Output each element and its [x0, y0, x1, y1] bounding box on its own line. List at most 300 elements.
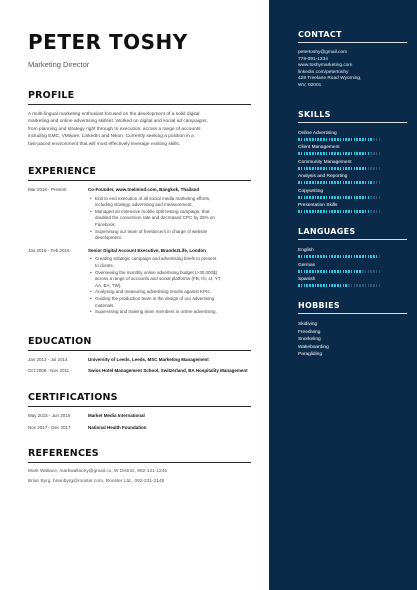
rating-segment — [312, 181, 314, 184]
rating-segment — [298, 284, 300, 287]
rating-segment — [365, 138, 367, 141]
rating-bar — [298, 181, 407, 184]
skills-label: Copywriting — [298, 188, 324, 194]
rating-segment — [348, 270, 350, 273]
rating-segment — [334, 255, 336, 258]
rating-segment — [351, 270, 353, 273]
rating-segment — [373, 152, 375, 155]
rating-segment — [354, 196, 356, 199]
rating-segment — [326, 255, 328, 258]
rating-segment — [309, 284, 311, 287]
rating-segment — [301, 196, 303, 199]
rating-segment — [376, 138, 378, 141]
bullet-item: • Supervising and training team members in online advertising. — [88, 309, 251, 316]
rating-segment — [317, 167, 319, 170]
education-entry — [28, 357, 251, 364]
rating-segment — [379, 196, 381, 199]
entry-role: Co-Founder, www.tnelmind.com, Bangkok, Thailand — [88, 187, 200, 193]
rating-segment — [326, 138, 328, 141]
rating-segment — [373, 138, 375, 141]
contact-address: WV, 02001 — [298, 82, 322, 88]
rating-segment — [301, 255, 303, 258]
rating-segment — [356, 210, 358, 213]
rating-segment — [356, 196, 358, 199]
rating-segment — [356, 255, 358, 258]
rating-segment — [365, 167, 367, 170]
rating-segment — [329, 138, 331, 141]
rating-segment — [348, 138, 350, 141]
rating-segment — [298, 255, 300, 258]
rating-segment — [370, 138, 372, 141]
profile-text — [28, 111, 251, 148]
entry-date: Jan 2013 - Jul 2014 — [28, 356, 68, 362]
rating-segment — [309, 196, 311, 199]
sidebar-divider — [298, 122, 407, 123]
sidebar — [269, 0, 417, 590]
rating-segment — [340, 138, 342, 141]
sidebar-divider — [298, 313, 407, 314]
rating-segment — [376, 167, 378, 170]
rating-segment — [309, 152, 311, 155]
profile-line: from planning and strategy right through to execution, across a range of accounts — [28, 126, 201, 132]
rating-segment — [315, 152, 317, 155]
rating-segment — [315, 210, 317, 213]
rating-segment — [315, 138, 317, 141]
rating-segment — [298, 138, 300, 141]
rating-segment — [359, 167, 361, 170]
rating-segment — [337, 181, 339, 184]
rating-bar — [298, 284, 407, 287]
rating-segment — [351, 138, 353, 141]
rating-segment — [343, 284, 345, 287]
rating-segment — [334, 138, 336, 141]
rating-segment — [348, 196, 350, 199]
rating-segment — [356, 152, 358, 155]
rating-segment — [331, 255, 333, 258]
rating-segment — [312, 152, 314, 155]
rating-segment — [354, 181, 356, 184]
rating-segment — [323, 255, 325, 258]
bullet-item: • Overseeing the monthly online advertising budget (>30,000$) across a range of accounts and social platforms (FB, IG, LI, YT, AA, BA, TW). — [88, 270, 251, 290]
rating-segment — [354, 138, 356, 141]
rating-segment — [334, 196, 336, 199]
rating-segment — [317, 255, 319, 258]
rating-segment — [376, 181, 378, 184]
rating-segment — [379, 152, 381, 155]
hobby-item: Wakeboarding — [298, 344, 329, 350]
rating-segment — [362, 284, 364, 287]
rating-segment — [301, 167, 303, 170]
rating-segment — [365, 284, 367, 287]
rating-segment — [365, 210, 367, 213]
rating-bar — [298, 270, 407, 273]
rating-segment — [304, 210, 306, 213]
experience-section — [28, 166, 251, 316]
rating-segment — [368, 152, 370, 155]
rating-segment — [345, 138, 347, 141]
rating-segment — [320, 210, 322, 213]
skills-label: Community Management — [298, 159, 352, 165]
rating-segment — [356, 270, 358, 273]
rating-segment — [365, 196, 367, 199]
skills-item — [298, 131, 407, 141]
bullet-item: • Analysing and measuring advertising results against KPIs. — [88, 289, 251, 296]
contact-email: petertoshy@gmail.com — [298, 50, 348, 55]
rating-segment — [365, 255, 367, 258]
rating-segment — [301, 138, 303, 141]
rating-bar — [298, 255, 407, 258]
rating-segment — [315, 196, 317, 199]
languages-label: English — [298, 248, 314, 254]
rating-segment — [312, 255, 314, 258]
rating-segment — [379, 167, 381, 170]
rating-segment — [312, 270, 314, 273]
reference-item: Brian Byrg, brianbyrg@rooster.com, Rooster Ltd., 092-231-2145 — [28, 478, 165, 484]
rating-segment — [323, 181, 325, 184]
rating-segment — [348, 255, 350, 258]
rating-segment — [340, 270, 342, 273]
languages-item — [298, 263, 407, 273]
rating-segment — [298, 152, 300, 155]
skills-label: Analysis and Reporting — [298, 174, 348, 180]
rating-segment — [337, 270, 339, 273]
rating-segment — [329, 167, 331, 170]
rating-segment — [354, 210, 356, 213]
sidebar-divider — [298, 42, 407, 43]
rating-segment — [348, 152, 350, 155]
skills-item — [298, 203, 407, 213]
rating-segment — [345, 181, 347, 184]
rating-segment — [340, 181, 342, 184]
rating-segment — [343, 138, 345, 141]
rating-segment — [331, 210, 333, 213]
rating-segment — [373, 210, 375, 213]
languages-section — [298, 227, 407, 287]
rating-segment — [376, 284, 378, 287]
rating-segment — [326, 270, 328, 273]
rating-segment — [334, 181, 336, 184]
rating-segment — [326, 284, 328, 287]
rating-segment — [359, 181, 361, 184]
rating-segment — [329, 196, 331, 199]
languages-heading: LANGUAGES — [298, 227, 356, 237]
rating-segment — [343, 181, 345, 184]
rating-segment — [345, 255, 347, 258]
rating-segment — [337, 196, 339, 199]
rating-segment — [312, 196, 314, 199]
rating-segment — [337, 210, 339, 213]
rating-segment — [304, 167, 306, 170]
hobbies-section — [298, 301, 407, 359]
rating-segment — [298, 196, 300, 199]
rating-segment — [315, 270, 317, 273]
rating-segment — [365, 152, 367, 155]
rating-segment — [343, 167, 345, 170]
contact-heading: CONTACT — [298, 30, 342, 39]
rating-segment — [329, 255, 331, 258]
profile-line: fast-paced environment that will most effectively leverage existing skills. — [28, 141, 181, 147]
rating-segment — [304, 152, 306, 155]
profile-line: including EMC, VMware, LinkedIn and Nikon. Currently seeking a position in a — [28, 134, 194, 140]
rating-segment — [317, 284, 319, 287]
rating-bar — [298, 196, 407, 199]
certifications-heading: CERTIFICATIONS — [28, 391, 118, 403]
entry-date: Mar 2016 - Present — [28, 187, 67, 193]
rating-segment — [373, 270, 375, 273]
rating-segment — [309, 270, 311, 273]
candidate-name: PETER TOSHY — [28, 30, 188, 54]
rating-segment — [326, 181, 328, 184]
rating-segment — [323, 284, 325, 287]
rating-bar — [298, 138, 407, 141]
rating-segment — [312, 210, 314, 213]
rating-segment — [362, 270, 364, 273]
rating-segment — [340, 284, 342, 287]
rating-segment — [329, 210, 331, 213]
rating-segment — [306, 284, 308, 287]
rating-segment — [356, 138, 358, 141]
rating-segment — [320, 284, 322, 287]
rating-segment — [359, 138, 361, 141]
rating-segment — [340, 196, 342, 199]
hobby-item: Snorkeling — [298, 337, 321, 343]
reference-item: Mark Wallace, markwallacey@gmail.co, W District, 992-121-1245 — [28, 469, 168, 475]
rating-segment — [345, 152, 347, 155]
section-divider — [28, 180, 251, 181]
contact-website: www.toshymarketing.com — [298, 63, 353, 69]
entry-role: Market Media International — [88, 412, 145, 418]
rating-segment — [359, 255, 361, 258]
rating-segment — [345, 167, 347, 170]
rating-segment — [376, 152, 378, 155]
rating-segment — [320, 255, 322, 258]
rating-segment — [368, 270, 370, 273]
rating-segment — [317, 270, 319, 273]
entry-role: University of Leeds, Leeds, MSC Marketing Management — [88, 356, 209, 362]
contact-section — [298, 30, 407, 90]
rating-segment — [362, 138, 364, 141]
rating-segment — [340, 210, 342, 213]
rating-segment — [370, 255, 372, 258]
skills-item — [298, 174, 407, 184]
rating-segment — [368, 181, 370, 184]
rating-segment — [370, 167, 372, 170]
rating-segment — [370, 270, 372, 273]
hobby-item: Skidiving — [298, 322, 318, 328]
rating-segment — [306, 167, 308, 170]
rating-segment — [306, 181, 308, 184]
rating-segment — [354, 284, 356, 287]
rating-segment — [323, 210, 325, 213]
rating-segment — [329, 284, 331, 287]
bullet-item: • Supervising our team of freelancers in charge of website development. — [88, 229, 251, 242]
rating-segment — [334, 210, 336, 213]
entry-date: Nov 2017 - Dec 2017 — [28, 424, 71, 430]
rating-bar — [298, 152, 407, 155]
languages-item — [298, 277, 407, 287]
rating-segment — [326, 152, 328, 155]
rating-segment — [351, 152, 353, 155]
rating-segment — [370, 210, 372, 213]
rating-segment — [365, 270, 367, 273]
rating-segment — [329, 181, 331, 184]
bullet-item: • Managed an extensive mobile split testing campaign, that doubled the conversion rate and decreased CPC by 25% on Facebook. — [88, 209, 251, 229]
rating-segment — [317, 152, 319, 155]
entry-bullets — [88, 256, 251, 315]
certifications-section — [28, 392, 251, 431]
rating-segment — [359, 284, 361, 287]
rating-segment — [368, 210, 370, 213]
entry-date: Oct 2008 - Nov 2011 — [28, 368, 70, 374]
rating-segment — [379, 270, 381, 273]
rating-segment — [376, 210, 378, 213]
certification-entry — [28, 413, 251, 420]
rating-segment — [320, 196, 322, 199]
rating-segment — [351, 210, 353, 213]
experience-entry — [28, 187, 251, 242]
rating-segment — [334, 284, 336, 287]
rating-segment — [340, 255, 342, 258]
rating-segment — [343, 152, 345, 155]
profile-line: marketing and online advertising skillset. Worked on digital and social ad campaigns, — [28, 119, 208, 125]
skills-label: Presentation Skills — [298, 203, 338, 209]
rating-segment — [298, 167, 300, 170]
education-section — [28, 336, 251, 375]
rating-segment — [309, 210, 311, 213]
rating-segment — [362, 255, 364, 258]
rating-segment — [343, 196, 345, 199]
rating-segment — [315, 255, 317, 258]
rating-segment — [362, 196, 364, 199]
experience-entry — [28, 248, 251, 316]
rating-segment — [379, 210, 381, 213]
rating-segment — [306, 210, 308, 213]
rating-segment — [312, 138, 314, 141]
rating-segment — [370, 181, 372, 184]
contact-details — [298, 50, 407, 90]
rating-segment — [320, 152, 322, 155]
rating-segment — [309, 181, 311, 184]
languages-list — [298, 248, 407, 287]
rating-segment — [298, 181, 300, 184]
rating-segment — [370, 152, 372, 155]
rating-segment — [370, 284, 372, 287]
rating-segment — [379, 181, 381, 184]
hobbies-list — [298, 321, 407, 359]
rating-segment — [320, 270, 322, 273]
rating-segment — [315, 284, 317, 287]
rating-segment — [373, 255, 375, 258]
rating-segment — [356, 284, 358, 287]
rating-segment — [301, 210, 303, 213]
rating-segment — [329, 152, 331, 155]
rating-segment — [359, 196, 361, 199]
rating-segment — [340, 167, 342, 170]
experience-heading: EXPERIENCE — [28, 166, 97, 178]
rating-segment — [348, 284, 350, 287]
sidebar-divider — [298, 239, 407, 240]
rating-segment — [354, 270, 356, 273]
rating-segment — [354, 152, 356, 155]
rating-segment — [331, 167, 333, 170]
rating-segment — [331, 152, 333, 155]
rating-segment — [323, 152, 325, 155]
rating-segment — [356, 167, 358, 170]
rating-segment — [351, 167, 353, 170]
rating-segment — [323, 167, 325, 170]
rating-segment — [317, 181, 319, 184]
rating-segment — [304, 196, 306, 199]
rating-segment — [323, 270, 325, 273]
rating-segment — [379, 284, 381, 287]
rating-segment — [304, 255, 306, 258]
profile-heading: PROFILE — [28, 90, 75, 101]
rating-segment — [323, 138, 325, 141]
rating-segment — [312, 284, 314, 287]
skills-heading: SKILLS — [298, 109, 331, 119]
rating-segment — [370, 196, 372, 199]
entry-bullets — [88, 196, 251, 242]
rating-segment — [326, 167, 328, 170]
rating-segment — [351, 284, 353, 287]
languages-item — [298, 248, 407, 258]
skills-list — [298, 131, 407, 214]
skills-label: Client Management — [298, 145, 340, 151]
rating-segment — [373, 167, 375, 170]
rating-segment — [326, 210, 328, 213]
rating-segment — [315, 181, 317, 184]
rating-segment — [304, 284, 306, 287]
section-divider — [28, 406, 251, 407]
languages-label: German — [298, 262, 316, 268]
rating-segment — [362, 152, 364, 155]
rating-segment — [323, 196, 325, 199]
rating-segment — [334, 152, 336, 155]
rating-segment — [304, 181, 306, 184]
entry-role: Senior Digital Account Executive, Brands2Life, London — [88, 247, 206, 253]
section-divider — [28, 462, 251, 463]
rating-segment — [301, 284, 303, 287]
rating-segment — [329, 270, 331, 273]
references-heading: REFERENCES — [28, 448, 99, 460]
rating-segment — [354, 167, 356, 170]
rating-segment — [351, 181, 353, 184]
rating-segment — [309, 167, 311, 170]
bullet-item: • Guiding the production team in the design of our advertising materials. — [88, 296, 251, 309]
rating-segment — [348, 210, 350, 213]
rating-segment — [320, 167, 322, 170]
rating-segment — [379, 138, 381, 141]
rating-segment — [356, 181, 358, 184]
rating-segment — [309, 138, 311, 141]
rating-segment — [317, 210, 319, 213]
rating-segment — [331, 196, 333, 199]
entry-role: Swiss Hotel Management School, Switzerland, BA Hospitality Management — [88, 368, 248, 374]
entry-date: May 2015 - Jun 2015 — [28, 412, 71, 418]
hobby-item: Freediving — [298, 329, 321, 335]
candidate-title: Marketing Director — [28, 60, 90, 69]
rating-segment — [343, 255, 345, 258]
rating-segment — [337, 152, 339, 155]
rating-segment — [320, 181, 322, 184]
rating-segment — [340, 152, 342, 155]
rating-segment — [306, 196, 308, 199]
skills-item — [298, 189, 407, 199]
contact-phone: 779-091-1234 — [298, 56, 328, 62]
hobbies-heading: HOBBIES — [298, 301, 340, 311]
rating-segment — [359, 152, 361, 155]
rating-segment — [334, 270, 336, 273]
